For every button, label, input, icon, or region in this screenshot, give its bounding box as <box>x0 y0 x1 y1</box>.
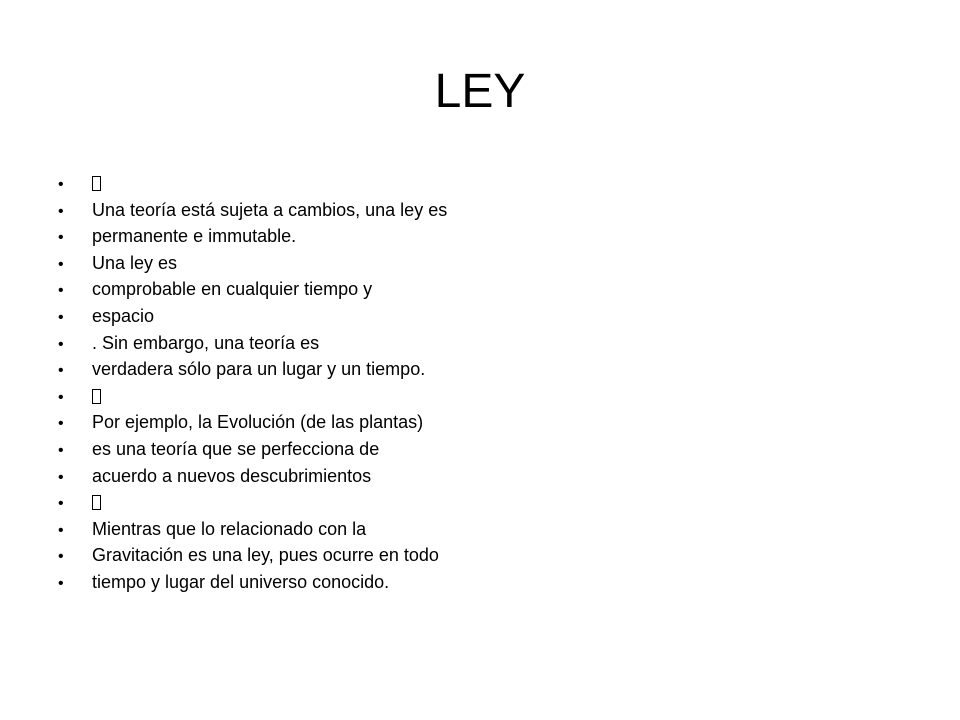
missing-glyph-icon <box>92 383 101 410</box>
list-item <box>58 223 447 250</box>
list-item <box>58 516 447 543</box>
bullet-text: espacio <box>92 305 155 326</box>
bullet-dot-icon: • <box>58 255 64 273</box>
bullet-text: . Sin embargo, una teoría es <box>92 332 320 353</box>
list-item <box>58 170 447 197</box>
bullet-dot-icon: • <box>58 441 64 459</box>
list-item <box>58 276 447 303</box>
bullet-text: Gravitación es una ley, pues ocurre en todo <box>92 545 439 566</box>
list-item <box>58 409 447 436</box>
bullet-text: permanente e immutable. <box>92 226 297 247</box>
bullet-text: es una teoría que se perfecciona de <box>92 438 380 459</box>
missing-glyph-icon <box>92 489 101 516</box>
bullet-text: Por ejemplo, la Evolución (de las plantas) <box>92 412 424 433</box>
list-item <box>58 197 447 224</box>
list-item <box>58 303 447 330</box>
bullet-dot-icon: • <box>58 202 64 220</box>
list-item <box>58 383 447 410</box>
bullet-text: acuerdo a nuevos descubrimientos <box>92 465 372 486</box>
bullet-dot-icon: • <box>58 335 64 353</box>
bullet-dot-icon: • <box>58 229 64 247</box>
bullet-list <box>58 170 447 596</box>
missing-glyph-box-icon <box>92 176 101 191</box>
bullet-text: Una teoría está sujeta a cambios, una ley es <box>92 199 448 220</box>
missing-glyph-box-icon <box>92 495 101 510</box>
bullet-dot-icon: • <box>58 308 64 326</box>
list-item <box>58 489 447 516</box>
bullet-dot-icon: • <box>58 362 64 380</box>
missing-glyph-icon <box>92 170 101 197</box>
list-item <box>58 356 447 383</box>
bullet-text: Una ley es <box>92 252 178 273</box>
bullet-dot-icon: • <box>58 468 64 486</box>
list-item <box>58 330 447 357</box>
missing-glyph-box-icon <box>92 389 101 404</box>
bullet-text: Mientras que lo relacionado con la <box>92 518 367 539</box>
bullet-text: tiempo y lugar del universo conocido. <box>92 571 390 592</box>
slide-title: LEY <box>434 65 526 118</box>
bullet-dot-icon: • <box>58 495 64 513</box>
bullet-dot-icon: • <box>58 176 64 193</box>
list-item <box>58 250 447 277</box>
bullet-text: verdadera sólo para un lugar y un tiempo. <box>92 359 426 380</box>
bullet-dot-icon: • <box>58 548 64 566</box>
bullet-dot-icon: • <box>58 415 64 433</box>
bullet-text: comprobable en cualquier tiempo y <box>92 279 373 300</box>
bullet-dot-icon: • <box>58 574 64 592</box>
list-item <box>58 569 447 596</box>
list-item <box>58 463 447 490</box>
bullet-dot-icon: • <box>58 282 64 300</box>
list-item <box>58 436 447 463</box>
bullet-dot-icon: • <box>58 388 64 406</box>
bullet-dot-icon: • <box>58 521 64 539</box>
list-item <box>58 542 447 569</box>
